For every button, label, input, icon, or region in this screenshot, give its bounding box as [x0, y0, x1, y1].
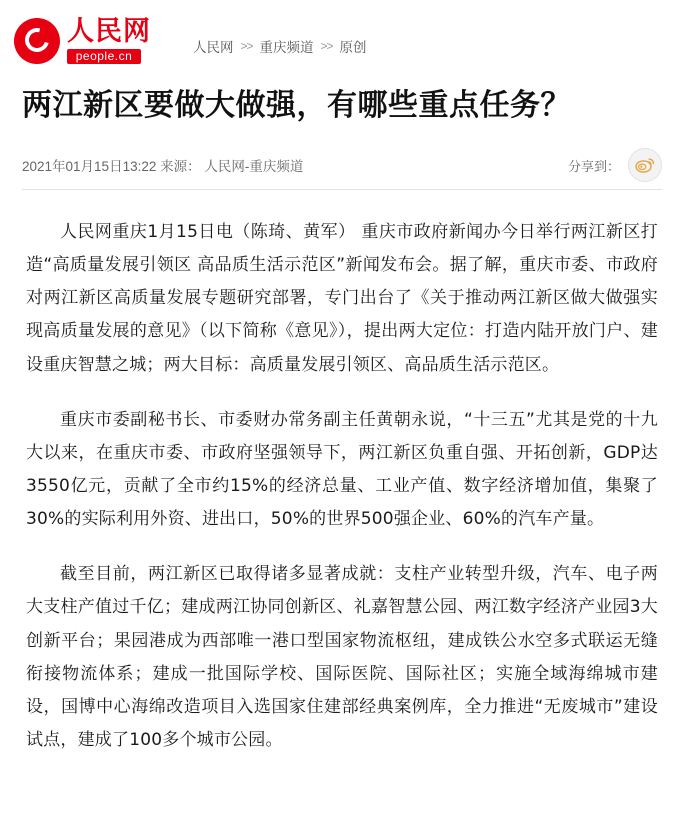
source-label: 来源： [160, 159, 201, 174]
article-paragraph: 重庆市委副秘书长、市委财办常务副主任黄朝永说，“十三五”尤其是党的十九大以来，在重庆市委、市政府坚强领导下，两江新区负重自强、开拓创新，GDP达3550亿元，贡献了全市约15%的经济总量、工业产值、数字经济增加值，集聚了30%的实际利用外资、进出口，50%的世界500强企业、60%的汽车产量。 [26, 409, 658, 530]
share-label: 分享到： [567, 158, 620, 174]
logo-text [67, 18, 151, 64]
page-title: 两江新区要做大做强，有哪些重点任务？ [22, 88, 571, 123]
publish-datetime: 2021年01月15日13:22 [22, 159, 157, 174]
breadcrumb-item-2[interactable]: 原创 [339, 40, 367, 55]
breadcrumb-item-0[interactable]: 人民网 [193, 40, 234, 55]
breadcrumb-separator-1: >> [320, 39, 333, 53]
breadcrumb [193, 36, 367, 56]
people-cn-logo-icon [14, 18, 60, 64]
site-header [0, 0, 684, 74]
logo-chinese-name: 人民网 [67, 16, 151, 47]
site-logo[interactable] [14, 18, 151, 64]
breadcrumb-separator-0: >> [240, 39, 253, 53]
article-paragraph: 截至目前，两江新区已取得诸多显著成就：支柱产业转型升级，汽车、电子两大支柱产值过千亿；建成两江协同创新区、礼嘉智慧公园、两江数字经济产业园3大创新平台；果园港成为西部唯一港口型国家物流枢纽，建成铁公水空多式联运无缝衔接物流体系；建成一批国际学校、国际医院、国际社区；实施全域海绵城市建设，国博中心海绵改造项目入选国家住建部经典案例库，全力推进“无废城市”建设试点，建成了100多个城市公园。 [26, 564, 658, 750]
logo-english-name: people.cn [67, 49, 141, 64]
weibo-icon[interactable] [628, 148, 662, 182]
article-meta [0, 125, 684, 183]
article-body [0, 190, 684, 757]
article-paragraph: 人民网重庆1月15日电（陈琦、黄军） 重庆市政府新闻办今日举行两江新区打造“高质量发展引领区 高品质生活示范区”新闻发布会。据了解，重庆市委、市政府对两江新区高质量发展专题研究部署，专门出台了《关于推动两江新区做大做强实现高质量发展的意见》（以下简称《意见》），提出两大定位：打造内陆开放门户、建设重庆智慧之城；两大目标：高质量发展引领区、高品质生活示范区。 [26, 222, 658, 375]
source-link[interactable]: 人民网-重庆频道 [204, 159, 304, 174]
share-group [568, 148, 662, 182]
title-section [0, 74, 684, 125]
breadcrumb-item-1[interactable]: 重庆频道 [259, 40, 314, 55]
meta-left-group [22, 155, 303, 175]
